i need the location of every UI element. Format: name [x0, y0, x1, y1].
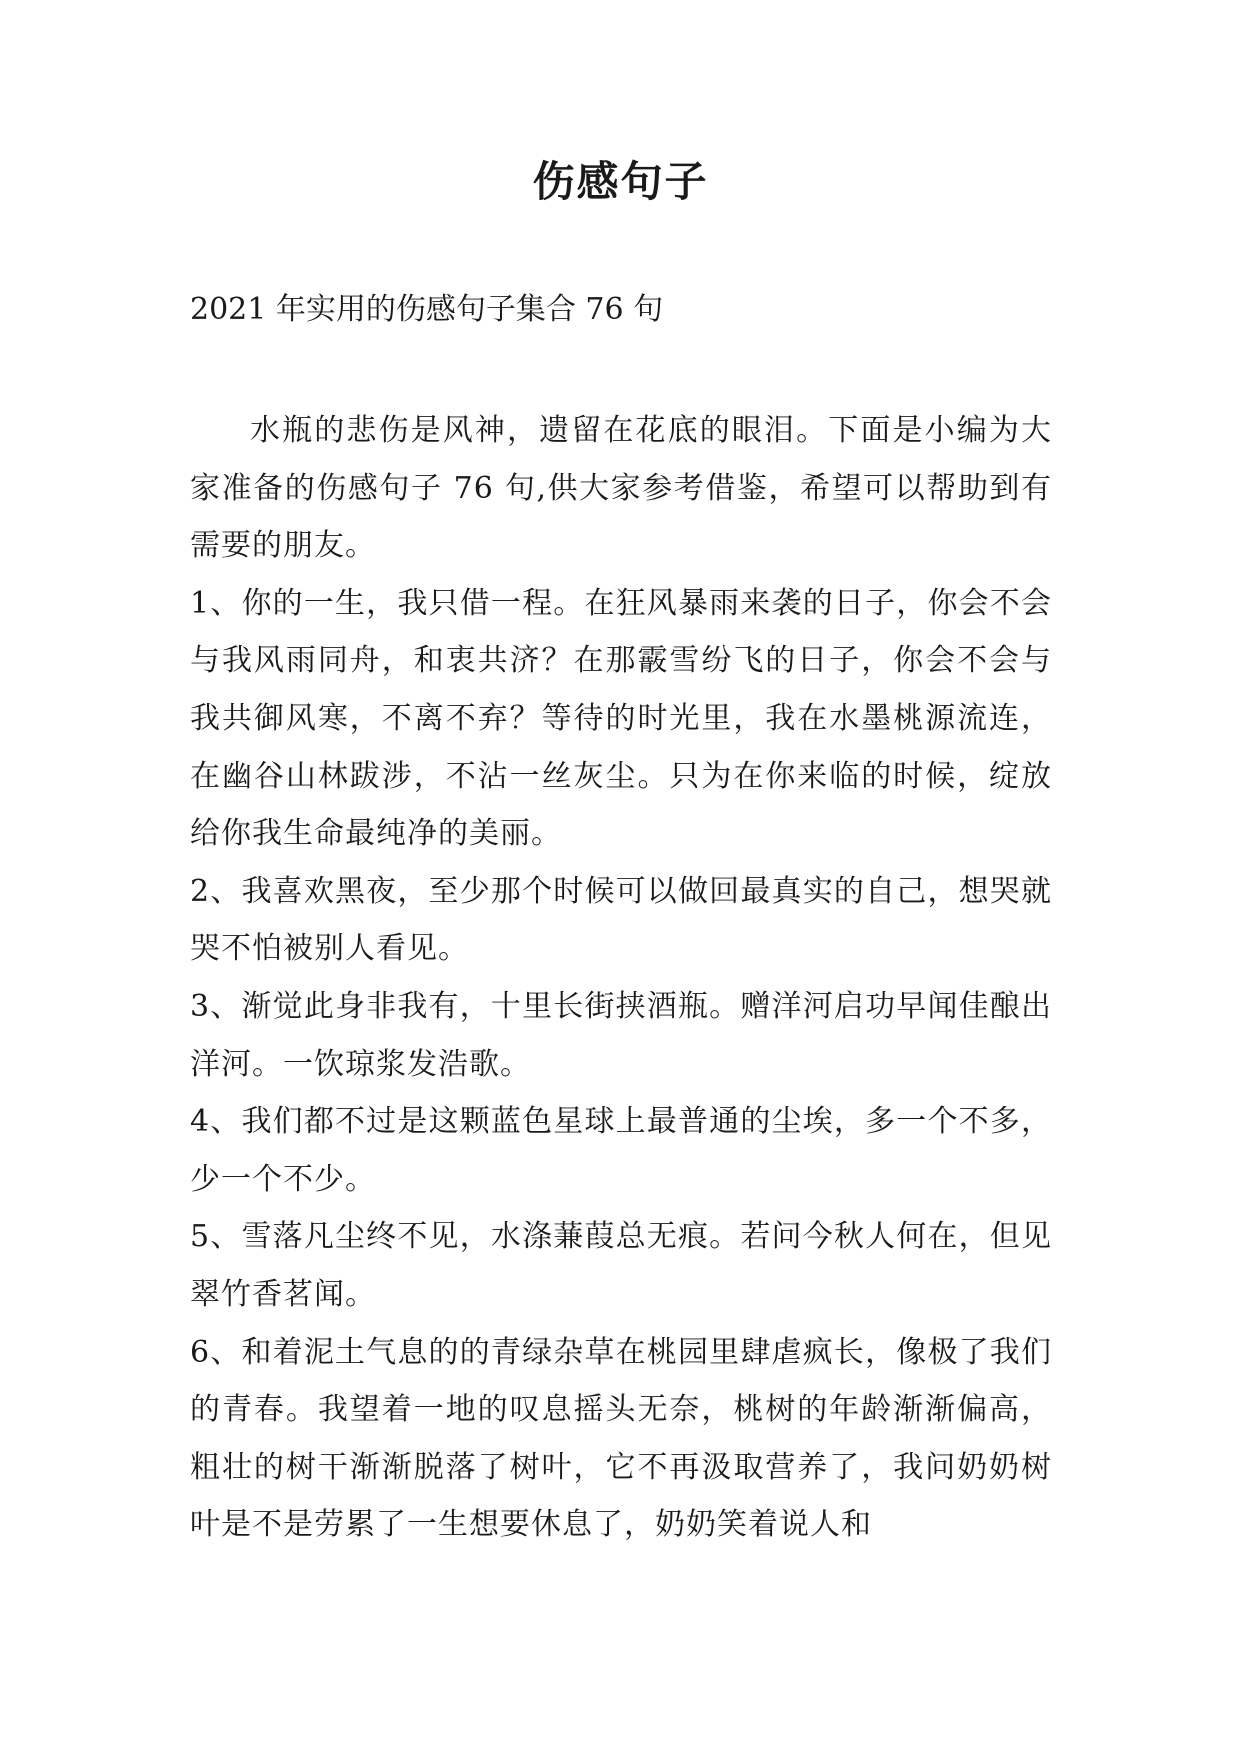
document-body [190, 402, 1052, 1554]
list-item: 5、雪落凡尘终不见，水涤蒹葭总无痕。若问今秋人何在，但见翠竹香茗闻。 [190, 1219, 1052, 1312]
intro-paragraph: 水瓶的悲伤是风神，遗留在花底的眼泪。下面是小编为大家准备的伤感句子 76 句,供大家参考借鉴，希望可以帮助到有需要的朋友。 [190, 413, 1052, 564]
list-item: 1、你的一生，我只借一程。在狂风暴雨来袭的日子，你会不会与我风雨同舟，和衷共济？在那霰雪纷飞的日子，你会不会与我共御风寒，不离不弃？等待的时光里，我在水墨桃源流连，在幽谷山林跋涉，不沾一丝灰尘。只为在你来临的时候，绽放给你我生命最纯净的美丽。 [190, 585, 1052, 852]
document-subtitle: 2021 年实用的伤感句子集合 76 句 [190, 292, 664, 327]
list-item: 6、和着泥土气息的的青绿杂草在桃园里肆虐疯长，像极了我们的青春。我望着一地的叹息摇头无奈，桃树的年龄渐渐偏高，粗壮的树干渐渐脱落了树叶，它不再汲取营养了，我问奶奶树叶是不是劳累了一生想要休息了，奶奶笑着说人和 [190, 1334, 1052, 1543]
list-item: 2、我喜欢黑夜，至少那个时候可以做回最真实的自己，想哭就哭不怕被别人看见。 [190, 873, 1052, 967]
list-item: 4、我们都不过是这颗蓝色星球上最普通的尘埃，多一个不多，少一个不少。 [190, 1104, 1052, 1197]
list-item: 3、渐觉此身非我有，十里长街挟酒瓶。赠洋河启功早闻佳酿出洋河。一饮琼浆发浩歌。 [190, 988, 1052, 1082]
page-title: 伤感句子 [532, 157, 709, 206]
